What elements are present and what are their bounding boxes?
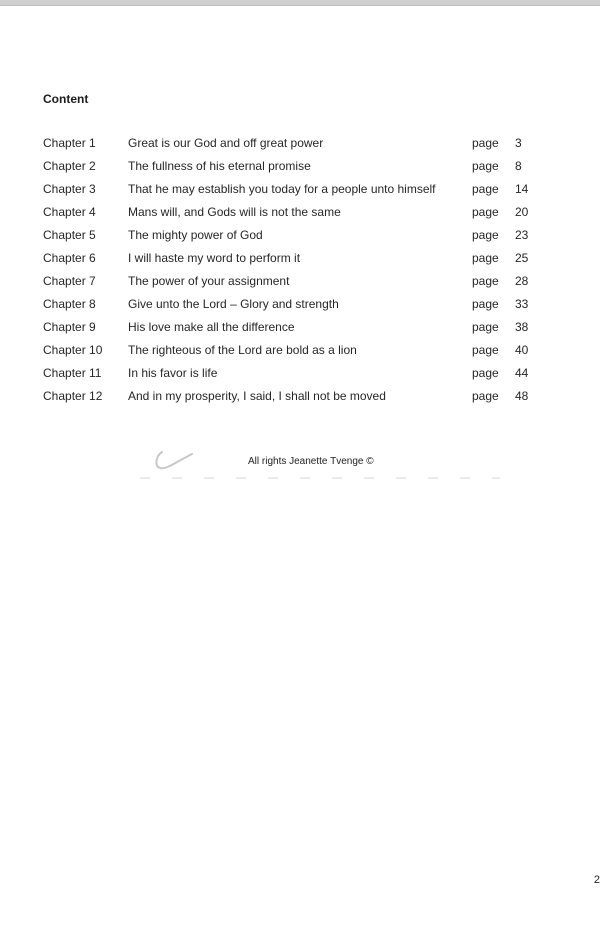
copyright-notice: All rights Jeanette Tvenge © bbox=[248, 456, 374, 467]
toc-row bbox=[43, 159, 543, 182]
toc-title: I will haste my word to perform it bbox=[128, 251, 301, 265]
toc-page-number: 44 bbox=[515, 366, 529, 380]
toc-page-number: 3 bbox=[515, 136, 522, 150]
toc-title: The fullness of his eternal promise bbox=[128, 159, 311, 173]
toc-page-label: page bbox=[472, 389, 499, 403]
toc-chapter: Chapter 4 bbox=[43, 205, 96, 219]
toc-chapter: Chapter 12 bbox=[43, 389, 103, 403]
toc-chapter: Chapter 3 bbox=[43, 182, 96, 196]
toc-chapter: Chapter 10 bbox=[43, 343, 103, 357]
toc-page-number: 25 bbox=[515, 251, 529, 265]
signature-underline bbox=[140, 476, 500, 480]
toc-chapter: Chapter 9 bbox=[43, 320, 96, 334]
toc-row bbox=[43, 251, 543, 274]
toc-page-number: 40 bbox=[515, 343, 529, 357]
toc-title: The power of your assignment bbox=[128, 274, 290, 288]
toc-chapter: Chapter 7 bbox=[43, 274, 96, 288]
toc-row bbox=[43, 366, 543, 389]
toc-title: His love make all the difference bbox=[128, 320, 295, 334]
toc-row bbox=[43, 274, 543, 297]
toc-row bbox=[43, 182, 543, 205]
toc-page-label: page bbox=[472, 251, 499, 265]
toc-page-label: page bbox=[472, 366, 499, 380]
toc-page-label: page bbox=[472, 274, 499, 288]
toc-page-label: page bbox=[472, 343, 499, 357]
toc-page-number: 28 bbox=[515, 274, 529, 288]
toc-page-label: page bbox=[472, 182, 499, 196]
toc-title: The mighty power of God bbox=[128, 228, 263, 242]
toc-page-label: page bbox=[472, 320, 499, 334]
toc-page-number: 33 bbox=[515, 297, 529, 311]
signature-icon bbox=[148, 444, 196, 474]
toc-row bbox=[43, 343, 543, 366]
toc-chapter: Chapter 5 bbox=[43, 228, 96, 242]
toc-chapter: Chapter 8 bbox=[43, 297, 96, 311]
toc-title: That he may establish you today for a people unto himself bbox=[128, 182, 436, 196]
toc-title: Mans will, and Gods will is not the same bbox=[128, 205, 341, 219]
toc-title: In his favor is life bbox=[128, 366, 218, 380]
page-title: Content bbox=[43, 92, 89, 106]
table-of-contents bbox=[43, 136, 543, 412]
toc-page-number: 48 bbox=[515, 389, 529, 403]
toc-page-label: page bbox=[472, 136, 499, 150]
toc-row bbox=[43, 228, 543, 251]
toc-page-number: 20 bbox=[515, 205, 529, 219]
toc-title: The righteous of the Lord are bold as a lion bbox=[128, 343, 357, 357]
toc-row bbox=[43, 205, 543, 228]
toc-chapter: Chapter 6 bbox=[43, 251, 96, 265]
page-top-border bbox=[0, 0, 600, 6]
toc-title: Great is our God and off great power bbox=[128, 136, 324, 150]
toc-row bbox=[43, 136, 543, 159]
toc-row bbox=[43, 389, 543, 412]
toc-page-number: 8 bbox=[515, 159, 522, 173]
toc-title: Give unto the Lord – Glory and strength bbox=[128, 297, 339, 311]
toc-row bbox=[43, 320, 543, 343]
toc-title: And in my prosperity, I said, I shall not be moved bbox=[128, 389, 386, 403]
toc-row bbox=[43, 297, 543, 320]
toc-page-label: page bbox=[472, 228, 499, 242]
toc-page-number: 38 bbox=[515, 320, 529, 334]
toc-page-label: page bbox=[472, 159, 499, 173]
page-number: 2 bbox=[593, 874, 600, 886]
toc-page-number: 14 bbox=[515, 182, 529, 196]
toc-page-label: page bbox=[472, 205, 499, 219]
toc-page-number: 23 bbox=[515, 228, 529, 242]
toc-page-label: page bbox=[472, 297, 499, 311]
toc-chapter: Chapter 1 bbox=[43, 136, 96, 150]
toc-chapter: Chapter 2 bbox=[43, 159, 96, 173]
toc-chapter: Chapter 11 bbox=[43, 366, 102, 380]
